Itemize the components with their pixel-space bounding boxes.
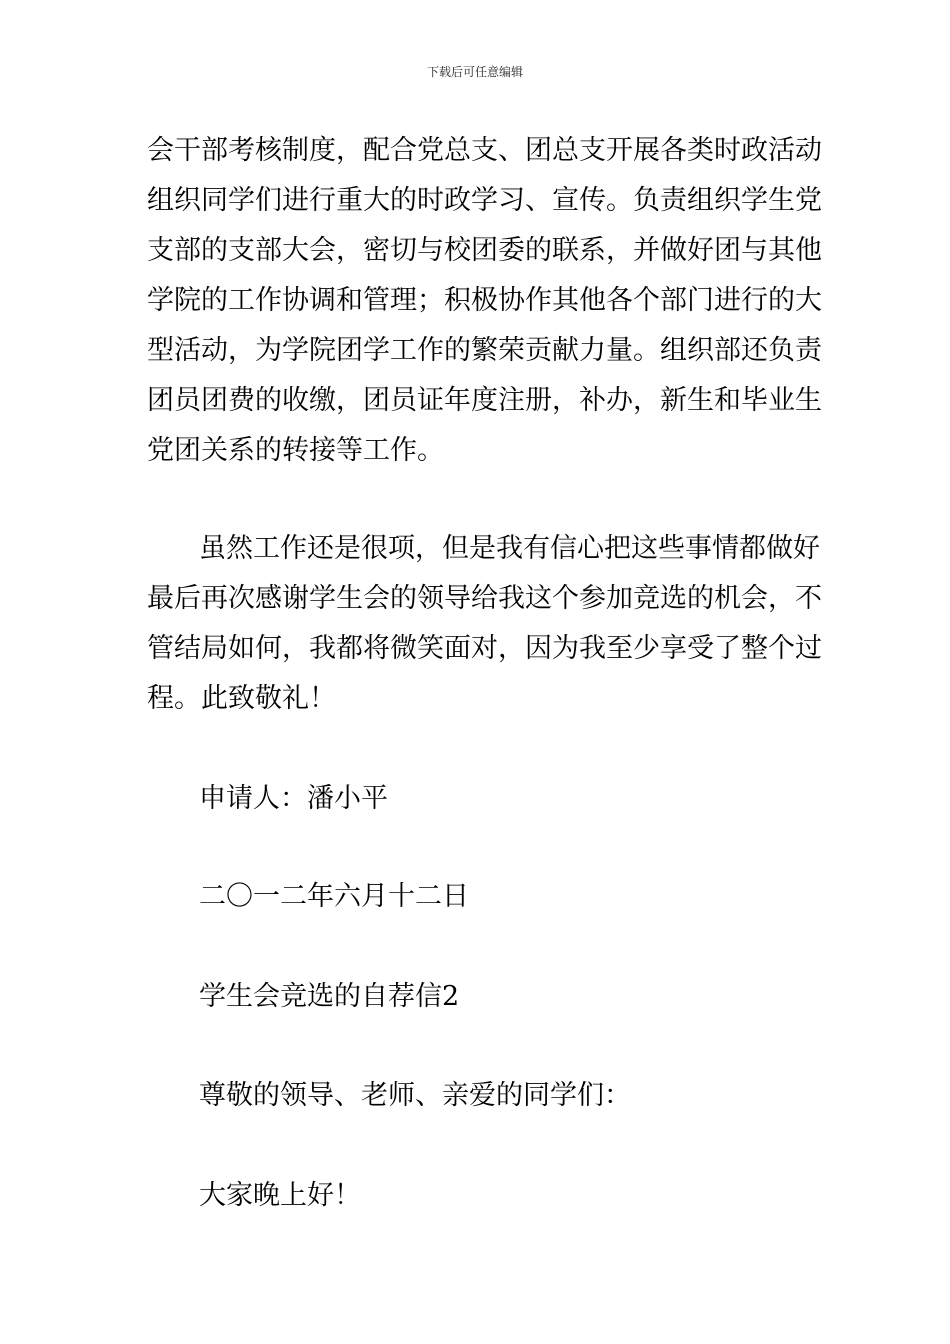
paragraph-2-line-4: 程。此致敬礼！ — [147, 683, 336, 714]
page-header: 下载后可任意编辑 — [426, 65, 523, 79]
paragraph-2-line-2: 最后再次感谢学生会的领导给我这个参加竞选的机会，不 — [147, 583, 822, 614]
paragraph-1-line-5: 型活动，为学院团学工作的繁荣贡献力量。组织部还负责 — [147, 335, 822, 366]
paragraph-1-line-7: 党团关系的转接等工作。 — [147, 435, 444, 466]
paragraph-1-line-3: 支部的支部大会，密切与校团委的联系，并做好团与其他 — [147, 235, 822, 266]
paragraph-1-line-2: 组织同学们进行重大的时政学习、宣传。负责组织学生党 — [147, 185, 822, 216]
paragraph-1-line-6: 团员团费的收缴，团员证年度注册，补办，新生和毕业生 — [147, 385, 822, 416]
applicant-line: 申请人：潘小平 — [199, 783, 388, 814]
letter-2-salutation: 尊敬的领导、老师、亲爱的同学们： — [199, 1080, 631, 1111]
paragraph-1-line-4: 学院的工作协调和管理；积极协作其他各个部门进行的大 — [147, 285, 822, 316]
letter-2-greeting: 大家晚上好！ — [199, 1180, 361, 1211]
paragraph-1-line-1: 会干部考核制度，配合党总支、团总支开展各类时政活动 — [147, 135, 822, 166]
paragraph-2-line-3: 管结局如何，我都将微笑面对，因为我至少享受了整个过 — [147, 633, 822, 664]
letter-2-title: 学生会竞选的自荐信2 — [199, 981, 460, 1012]
paragraph-2-line-1: 虽然工作还是很项，但是我有信心把这些事情都做好 — [199, 533, 820, 564]
date-line: 二〇一二年六月十二日 — [199, 881, 469, 912]
